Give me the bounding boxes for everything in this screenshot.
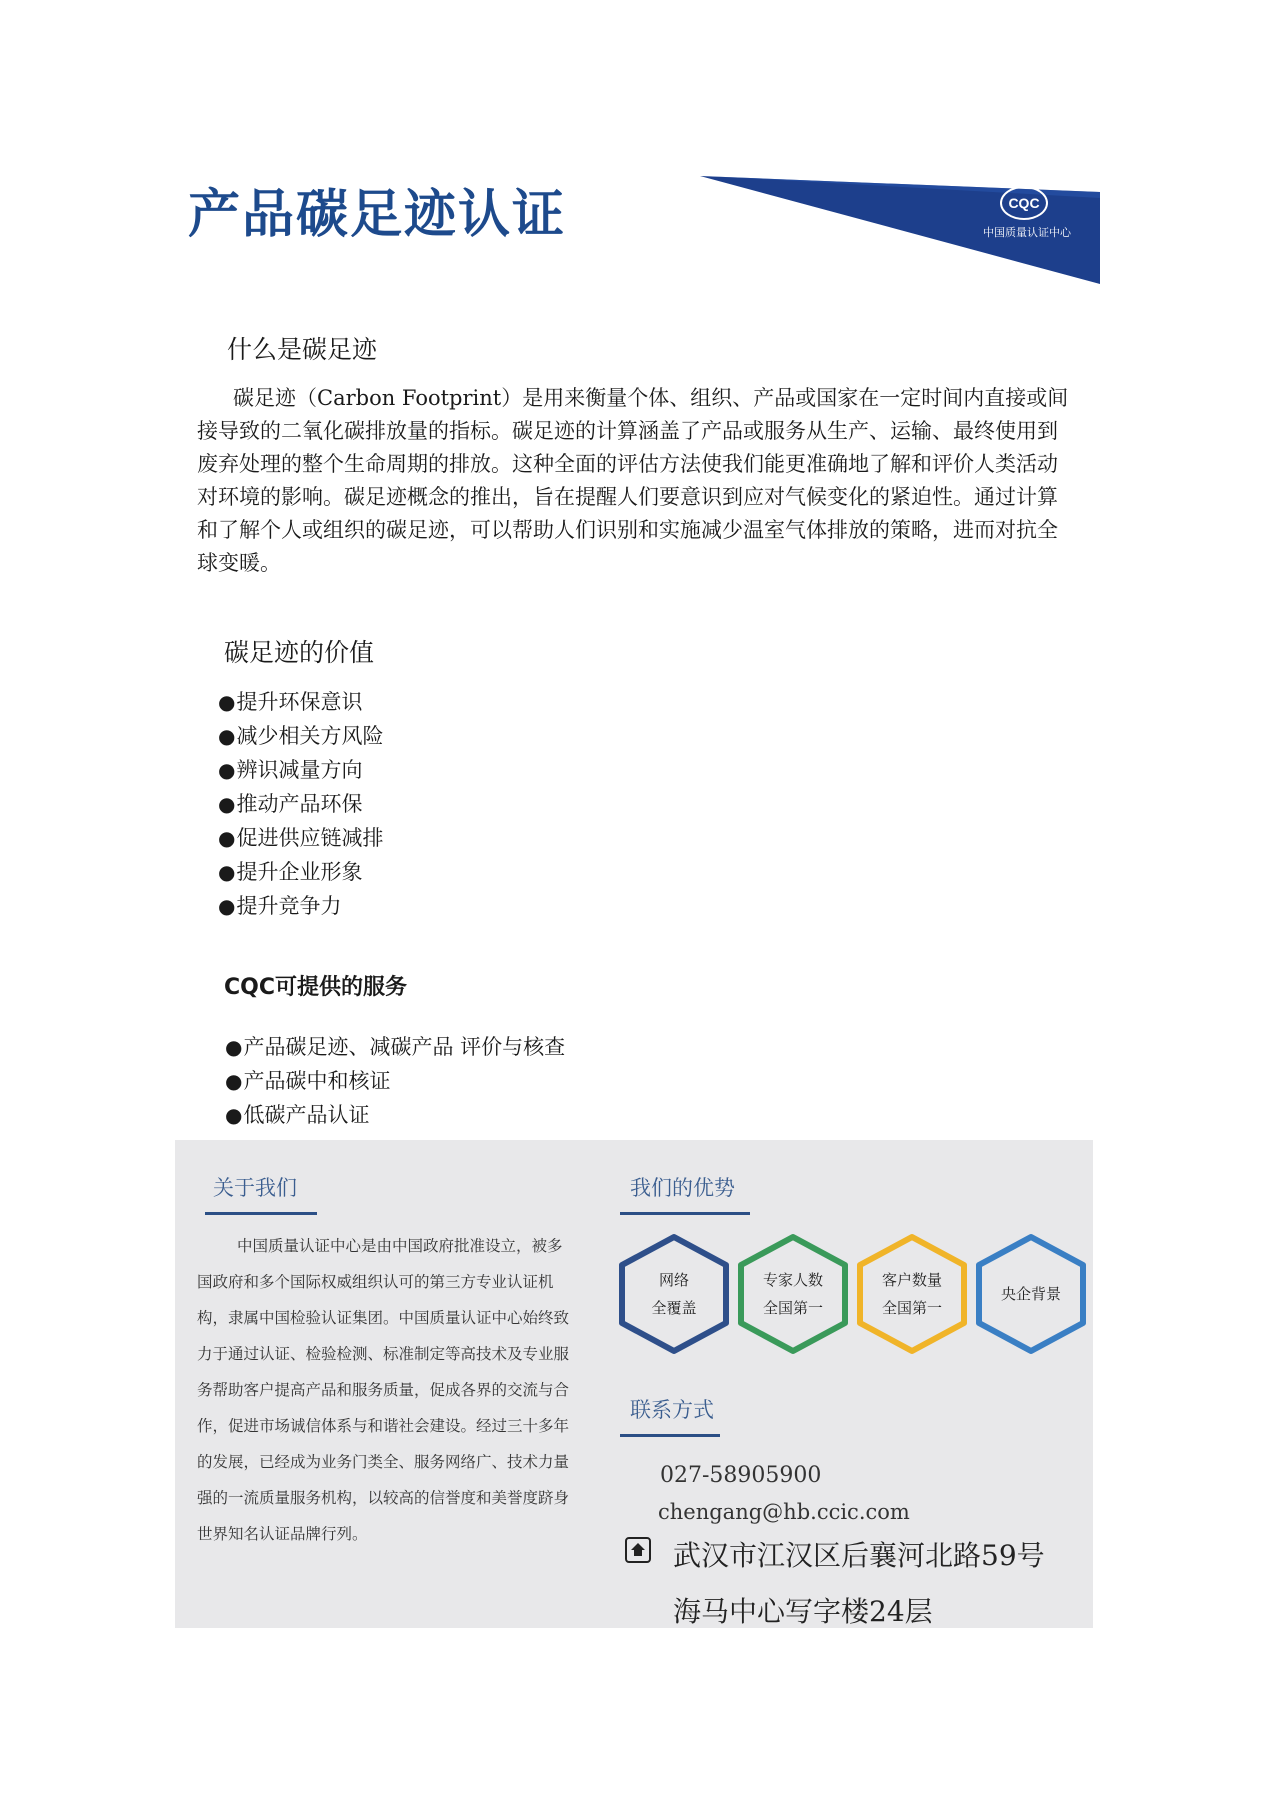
list-item: ● 提升企业形象 [218,855,383,889]
about-body: 中国质量认证中心是由中国政府批准设立，被多国政府和多个国际权威组织认可的第三方专业认证机构，隶属中国检验认证集团。中国质量认证中心始终致力于通过认证、检验检测、标准制定等高技术及专业服务帮助客户提高产品和服务质量，促成各界的交流与合作，促进市场诚信体系与和谐社会建设。经过三十多年的发展，已经成为业务门类全、服务网络广、技术力量强的一流质量服务机构，以较高的信誉度和美誉度跻身世界知名认证品牌行列。 [197,1237,570,1543]
value-list [218,685,383,923]
list-item: ● 推动产品环保 [218,787,383,821]
advantage-hex-experts [734,1232,852,1356]
advantage-hex-customers [853,1232,971,1356]
advantage-label: 专家人数 全国第一 [762,1271,823,1317]
advantage-hex-network [615,1232,733,1356]
about-heading: 关于我们 [213,1176,297,1200]
contact-email: chengang@hb.ccic.com [658,1500,910,1524]
advantages-underline [620,1212,750,1215]
logo-subtitle: 中国质量认证中心 [983,226,1071,239]
cqc-banner [700,176,1100,284]
contact-phone: 027-58905900 [660,1463,822,1488]
section-heading-value: 碳足迹的价值 [224,638,375,667]
list-item: ● 低碳产品认证 [225,1098,565,1132]
advantage-label: 网络 全覆盖 [651,1271,697,1317]
list-item: ● 促进供应链减排 [218,821,383,855]
list-item: ● 产品碳中和核证 [225,1064,565,1098]
services-list [225,1030,565,1132]
info-panel [175,1140,1093,1628]
cqc-logo-icon [1000,186,1048,220]
list-item: ● 产品碳足迹、减碳产品 评价与核查 [225,1030,565,1064]
list-item: ● 提升竞争力 [218,889,383,923]
about-underline [205,1212,317,1215]
contact-underline [620,1434,720,1437]
contact-heading: 联系方式 [630,1398,714,1422]
list-item: ● 辨识减量方向 [218,753,383,787]
contact-address [673,1528,1045,1640]
advantage-label: 央企背景 [1000,1285,1061,1303]
list-item: ● 提升环保意识 [218,685,383,719]
address-line-1: 武汉市江汉区后襄河北路59号 [673,1539,1045,1572]
section-heading-services: CQC可提供的服务 [224,975,407,1000]
section-body-what: 碳足迹（Carbon Footprint）是用来衡量个体、组织、产品或国家在一定时间内直接或间接导致的二氧化碳排放量的指标。碳足迹的计算涵盖了产品或服务从生产、运输、最终使用到废弃处理的整个生命周期的排放。这种全面的评估方法使我们能更准确地了解和评价人类活动对环境的影响。碳足迹概念的推出，旨在提醒人们要意识到应对气候变化的紧迫性。通过计算和了解个人或组织的碳足迹，可以帮助人们识别和实施减少温室气体排放的策略，进而对抗全球变暖。 [197,386,1069,575]
advantages-heading: 我们的优势 [630,1176,735,1200]
home-icon [625,1537,651,1563]
page-title: 产品碳足迹认证 [188,184,567,245]
advantage-label: 客户数量 全国第一 [881,1271,942,1317]
logo-text: CQC [1008,195,1040,211]
list-item: ● 减少相关方风险 [218,719,383,753]
advantage-hex-soe [972,1232,1090,1356]
section-heading-what: 什么是碳足迹 [227,335,378,364]
address-line-2: 海马中心写字楼24层 [673,1595,933,1628]
